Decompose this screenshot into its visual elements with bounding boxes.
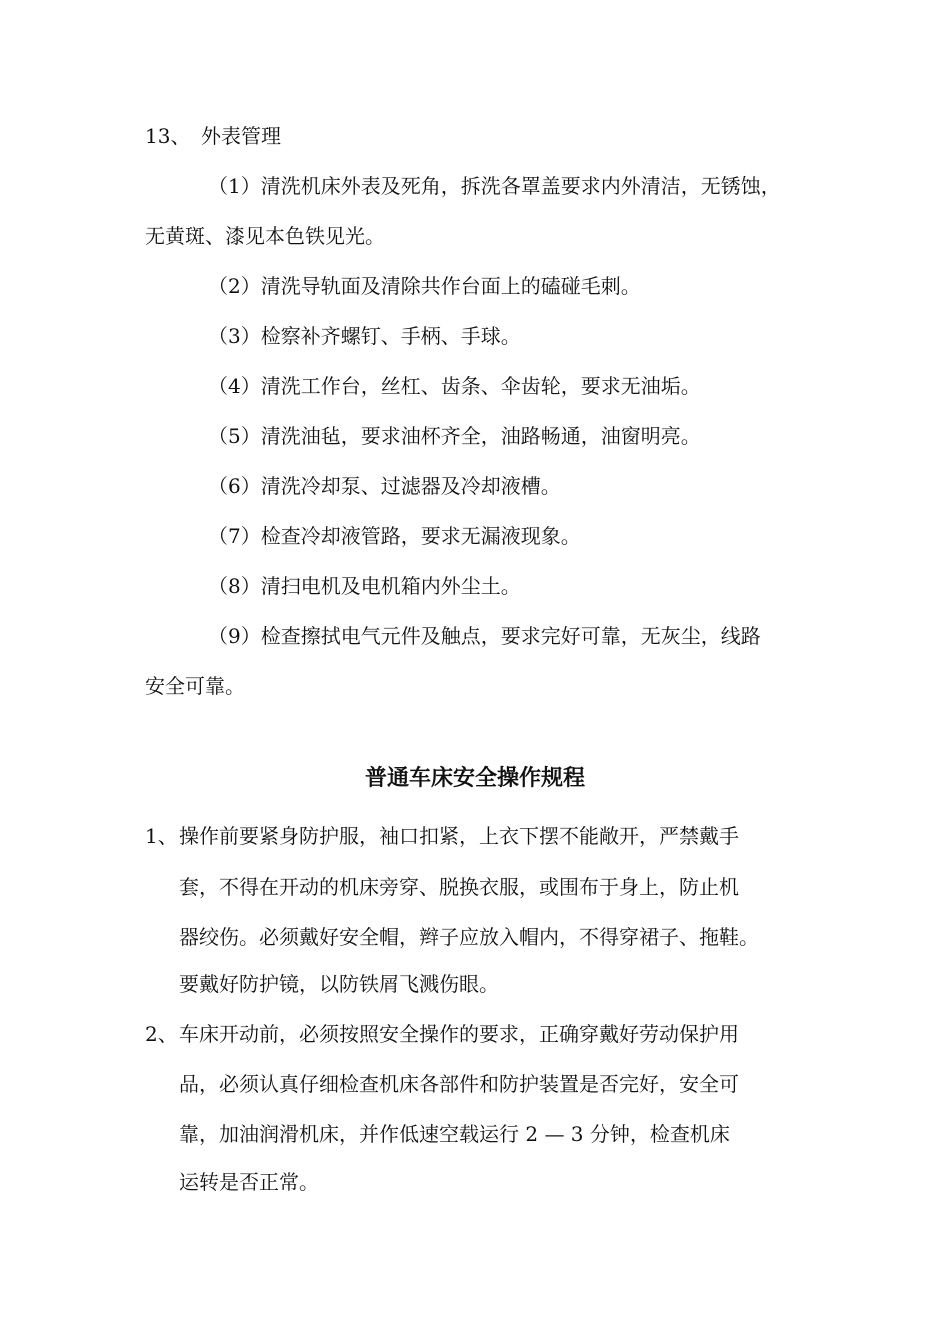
rule-number: 2、	[145, 1022, 178, 1046]
list-item: （3）检察补齐螺钉、手柄、手球。	[208, 324, 521, 348]
list-item: （4）清洗工作台，丝杠、齿条、伞齿轮，要求无油垢。	[208, 374, 701, 398]
rule-line: 操作前要紧身防护服，袖口扣紧，上衣下摆不能敞开，严禁戴手	[179, 824, 739, 848]
rule-line: 品，必须认真仔细检查机床各部件和防护装置是否完好，安全可	[179, 1072, 739, 1096]
document-title: 普通车床安全操作规程	[364, 766, 585, 791]
list-item: （8）清扫电机及电机箱内外尘土。	[208, 574, 521, 598]
list-item: （2）清洗导轨面及清除共作台面上的磕碰毛刺。	[208, 274, 641, 298]
section-title: 外表管理	[201, 124, 281, 148]
rule-line: 靠，加油润滑机床，并作低速空载运行 2 — 3 分钟，检查机床	[179, 1122, 730, 1146]
list-item: （7）检查冷却液管路，要求无漏液现象。	[208, 524, 581, 548]
rule-line: 运转是否正常。	[179, 1170, 319, 1194]
list-item: （1）清洗机床外表及死角，拆洗各罩盖要求内外清洁，无锈蚀，	[208, 174, 781, 198]
list-item-continuation: 安全可靠。	[145, 674, 245, 698]
rule-line: 车床开动前，必须按照安全操作的要求，正确穿戴好劳动保护用	[179, 1022, 739, 1046]
rule-number: 1、	[145, 824, 178, 848]
list-item: （9）检查擦拭电气元件及触点，要求完好可靠，无灰尘，线路	[208, 624, 761, 648]
rule-line: 器绞伤。必须戴好安全帽，辫子应放入帽内，不得穿裙子、拖鞋。	[179, 925, 759, 949]
section-number: 13、	[145, 124, 191, 148]
list-item-continuation: 无黄斑、漆见本色铁见光。	[145, 224, 385, 248]
section-heading	[145, 126, 281, 146]
rule-line: 套，不得在开动的机床旁穿、脱换衣服，或围布于身上，防止机	[179, 875, 739, 899]
list-item: （5）清洗油毡，要求油杯齐全，油路畅通，油窗明亮。	[208, 424, 701, 448]
list-item: （6）清洗冷却泵、过滤器及冷却液槽。	[208, 474, 561, 498]
rule-line: 要戴好防护镜，以防铁屑飞溅伤眼。	[179, 972, 499, 996]
